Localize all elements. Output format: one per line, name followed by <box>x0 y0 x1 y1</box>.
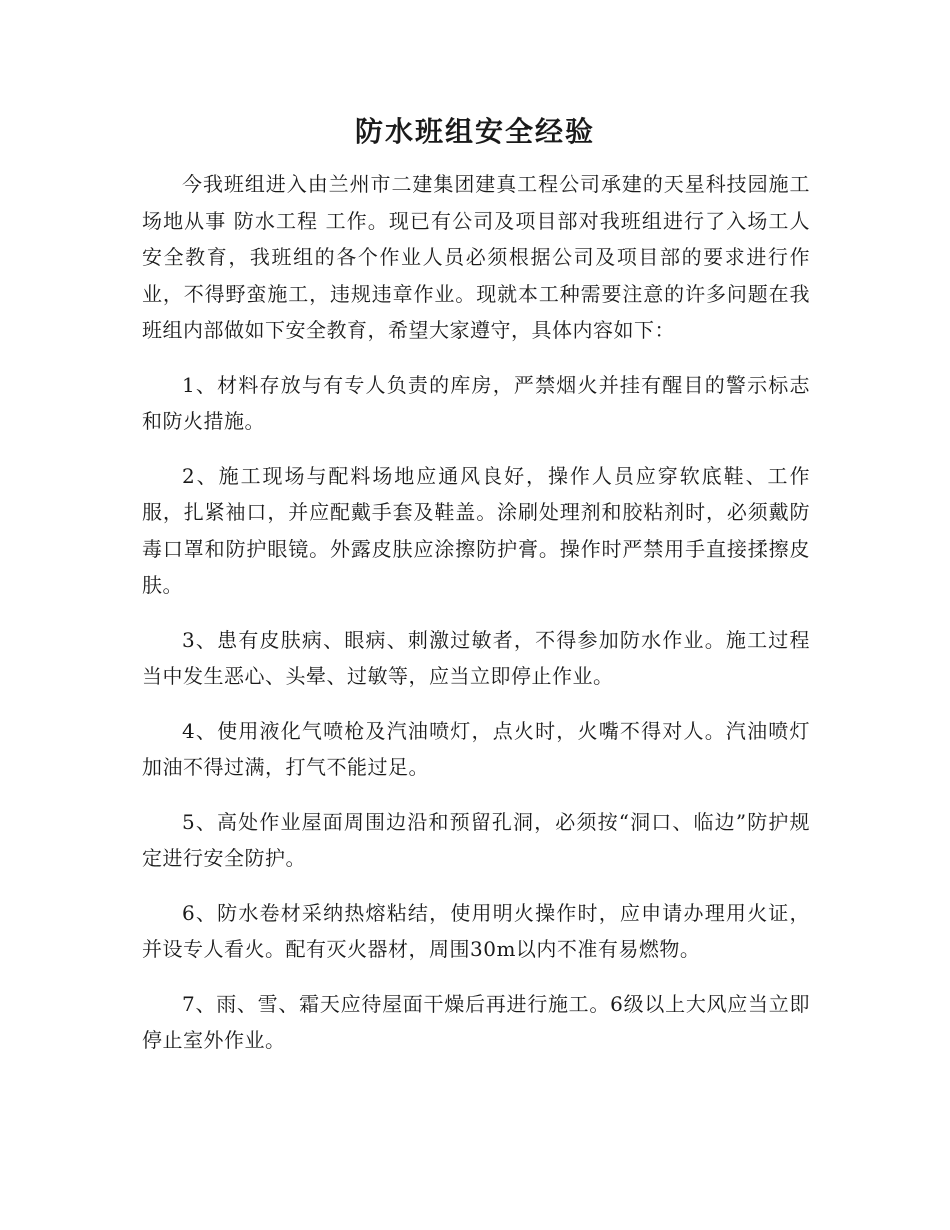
rule-item-4: 4、使用液化气喷枪及汽油喷灯，点火时，火嘴不得对人。汽油喷灯加油不得过满，打气不能过足。 <box>142 718 810 779</box>
document-title: 防水班组安全经验 <box>354 115 595 148</box>
rule-item-5: 5、高处作业屋面周围边沿和预留孔洞，必须按“洞口、临边”防护规定进行安全防护。 <box>142 809 810 870</box>
rule-item-2: 2、施工现场与配料场地应通风良好，操作人员应穿软底鞋、工作服，扎紧袖口，并应配戴手套及鞋盖。涂刷处理剂和胶粘剂时，必须戴防毒口罩和防护眼镜。外露皮肤应涂擦防护膏。操作时严禁用手直接揉擦皮肤。 <box>142 463 810 597</box>
rule-item-7: 7、雨、雪、霜天应待屋面干燥后再进行施工。6级以上大风应当立即停止室外作业。 <box>142 991 810 1052</box>
intro-paragraph: 今我班组进入由兰州市二建集团建真工程公司承建的天星科技园施工场地从事 防水工程 工作。现已有公司及项目部对我班组进行了入场工人安全教育，我班组的各个作业人员必须根据公司及项目部的要求进行作业，不得野蛮施工，违规违章作业。现就本工种需要注意的许多问题在我班组内部做如下安全教育，希望大家遵守，具体内容如下： <box>142 172 810 342</box>
rule-item-1: 1、材料存放与有专人负责的库房，严禁烟火并挂有醒目的警示标志和防火措施。 <box>142 372 810 433</box>
document-body <box>142 166 810 1077</box>
rule-item-3: 3、患有皮肤病、眼病、刺激过敏者，不得参加防水作业。施工过程当中发生恶心、头晕、过敏等，应当立即停止作业。 <box>142 627 810 688</box>
rule-item-6: 6、防水卷材采纳热熔粘结，使用明火操作时，应申请办理用火证，并设专人看火。配有灭火器材，周围30m以内不准有易燃物。 <box>142 900 810 961</box>
